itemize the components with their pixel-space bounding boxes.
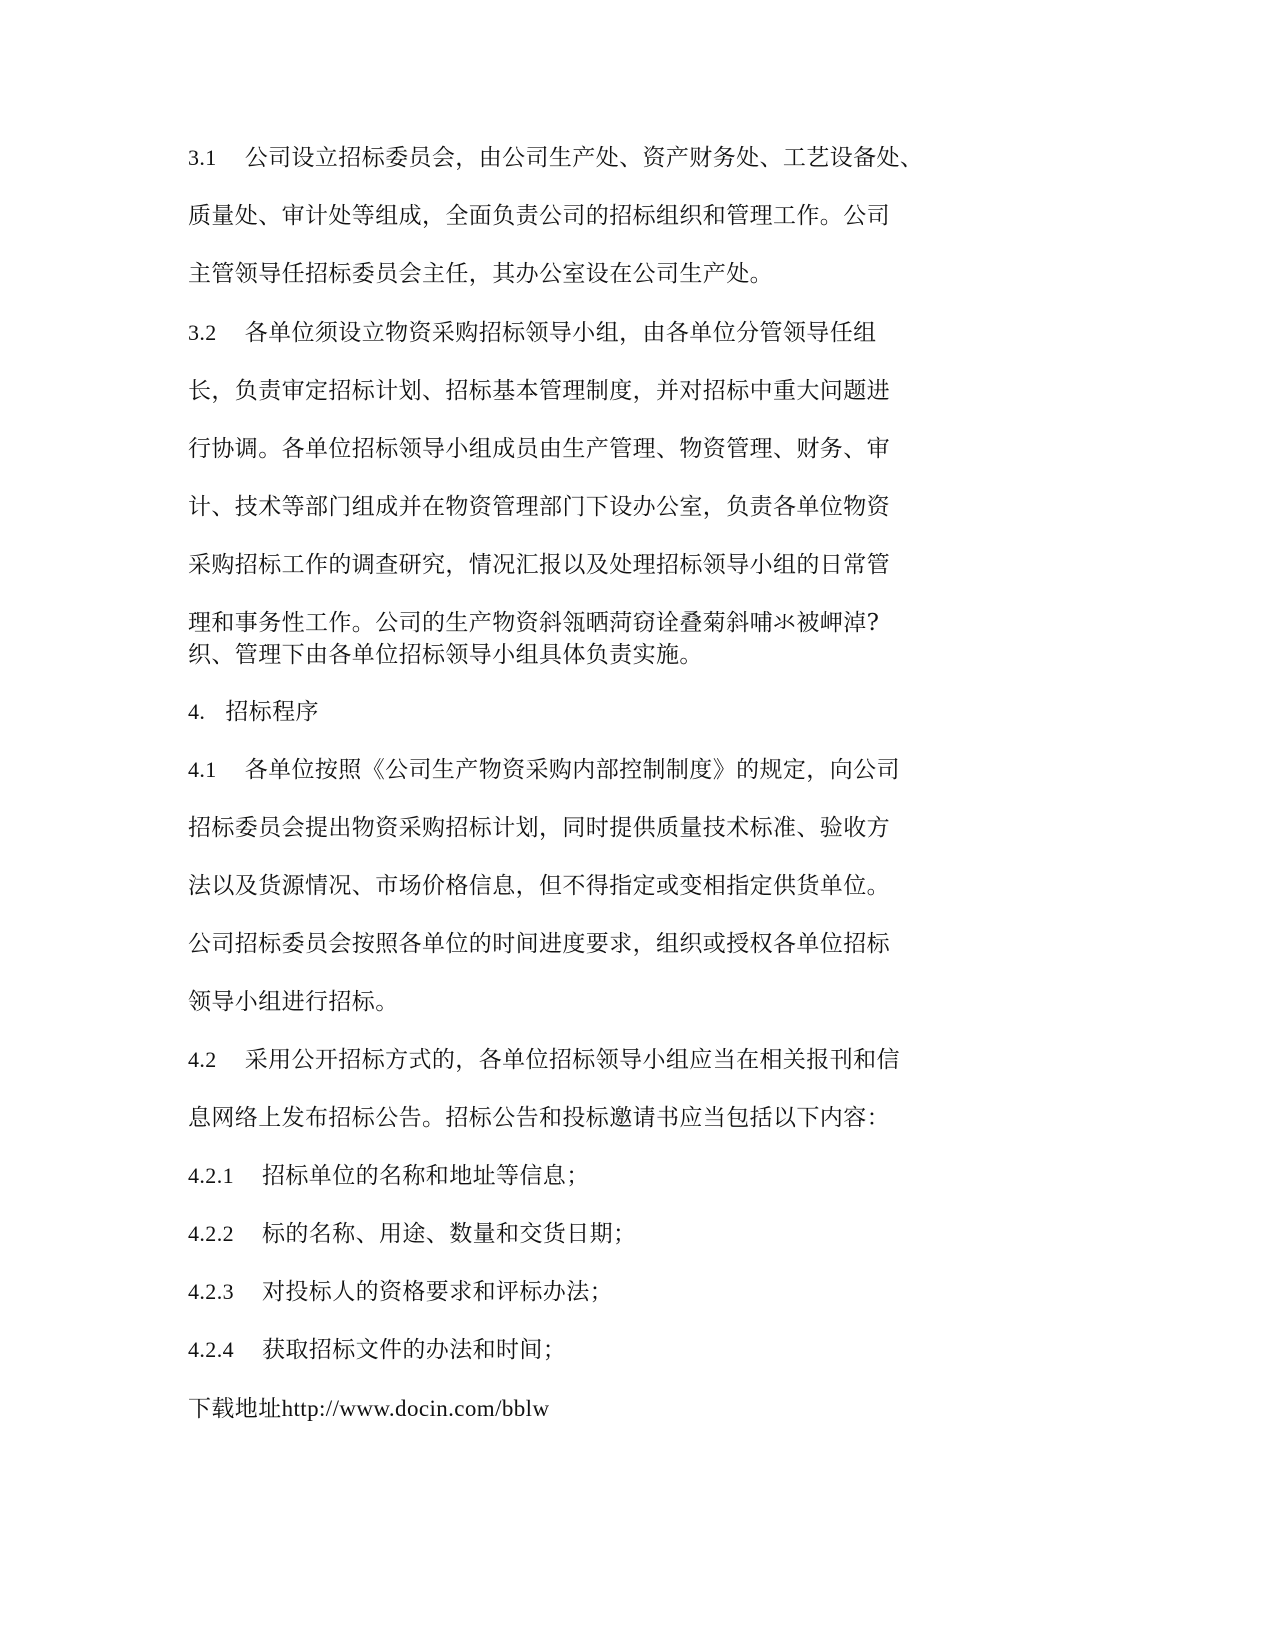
para-text: 采用公开招标方式的，各单位招标领导小组应当在相关报刊和信 <box>244 1047 900 1073</box>
para-text: 各单位按照《公司生产物资采购内部控制制度》的规定，向公司 <box>244 757 900 783</box>
item-number: 4.2.1 <box>188 1163 234 1188</box>
item-text: 标的名称、用途、数量和交货日期； <box>262 1221 637 1247</box>
para-4-1-line-5: 领导小组进行招标。 <box>188 989 399 1015</box>
download-label: 下载地址 <box>188 1396 282 1422</box>
section-4-heading <box>188 697 319 727</box>
para-number: 3.1 <box>188 145 217 170</box>
para-3-2-line-5: 采购招标工作的调查研究，情况汇报以及处理招标领导小组的日常管 <box>188 552 890 578</box>
para-3-2-line-1 <box>188 318 877 348</box>
para-3-2-line-3: 行协调。各单位招标领导小组成员由生产管理、物资管理、财务、审 <box>188 436 890 462</box>
para-4-1-line-3: 法以及货源情况、市场价格信息，但不得指定或变相指定供货单位。 <box>188 873 890 899</box>
para-3-2-line-4: 计、技术等部门组成并在物资管理部门下设办公室，负责各单位物资 <box>188 494 890 520</box>
list-item-4-2-1 <box>188 1161 590 1191</box>
item-text: 对投标人的资格要求和评标办法； <box>262 1279 613 1305</box>
para-3-1-line-3: 主管领导任招标委员会主任，其办公室设在公司生产处。 <box>188 261 773 287</box>
para-3-2-line-2: 长，负责审定招标计划、招标基本管理制度，并对招标中重大问题进 <box>188 378 890 404</box>
para-3-1-line-2: 质量处、审计处等组成，全面负责公司的招标组织和管理工作。公司 <box>188 203 890 229</box>
item-number: 4.2.2 <box>188 1221 234 1246</box>
section-title: 招标程序 <box>225 699 319 725</box>
item-number: 4.2.4 <box>188 1337 234 1362</box>
download-line <box>188 1394 549 1424</box>
list-item-4-2-4 <box>188 1335 566 1365</box>
section-number: 4. <box>188 699 206 724</box>
para-number: 4.2 <box>188 1047 217 1072</box>
para-4-1-line-4: 公司招标委员会按照各单位的时间进度要求，组织或授权各单位招标 <box>188 931 890 957</box>
para-4-1-line-2: 招标委员会提出物资采购招标计划，同时提供质量技术标准、验收方 <box>188 815 890 841</box>
para-number: 3.2 <box>188 320 217 345</box>
para-text: 各单位须设立物资采购招标领导小组，由各单位分管领导任组 <box>244 320 877 346</box>
para-3-2-line-7: 织、管理下由各单位招标领导小组具体负责实施。 <box>188 642 703 668</box>
para-3-2-line-6: 理和事务性工作。公司的生产物资斜瓴晒菏窃诠叠菊斜哺氺被岬淖? <box>188 610 880 636</box>
list-item-4-2-2 <box>188 1219 636 1249</box>
para-number: 4.1 <box>188 757 217 782</box>
item-text: 招标单位的名称和地址等信息； <box>262 1163 590 1189</box>
item-number: 4.2.3 <box>188 1279 234 1304</box>
para-3-1-line-1 <box>188 143 923 173</box>
para-4-2-line-2: 息网络上发布招标公告。招标公告和投标邀请书应当包括以下内容： <box>188 1105 890 1131</box>
download-link[interactable]: http://www.docin.com/bblw <box>281 1396 550 1421</box>
para-text: 公司设立招标委员会，由公司生产处、资产财务处、工艺设备处、 <box>244 145 924 171</box>
list-item-4-2-3 <box>188 1277 613 1307</box>
para-4-1-line-1 <box>188 755 900 785</box>
item-text: 获取招标文件的办法和时间； <box>262 1337 567 1363</box>
para-4-2-line-1 <box>188 1045 900 1075</box>
